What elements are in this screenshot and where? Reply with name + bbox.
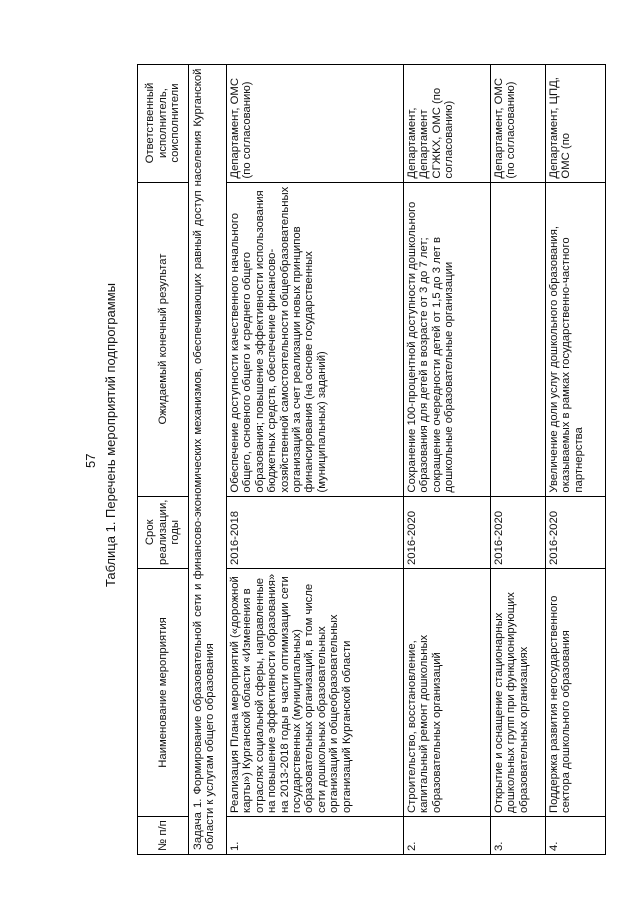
activity-result: Увеличение доли услуг дошкольного образования, оказываемых в рамках государственно-частного партнерства <box>546 182 606 496</box>
activity-responsible: Департамент, ЦПД, ОМС (по <box>546 64 606 182</box>
header-result: Ожидаемый конечный результат <box>138 182 189 496</box>
activity-period: 2016-2020 <box>404 496 491 568</box>
header-row <box>138 64 189 854</box>
activity-name: Открытие и оснащение стационарных дошкольных групп при функционирующих образовательных организациях <box>491 569 546 817</box>
activity-name: Строительство, восстановление, капитальный ремонт дошкольных образовательных организаций <box>404 569 491 817</box>
activity-result: Обеспечение доступности качественного начального общего, основного общего и среднего общего образования; повышение эффективности использования бюджетных средств, обеспечение финансово-хозяйственной самостоятельности общеобразовательных организаций за счет реализации новых принципов финансирования (на основе государственных (муниципальных) заданий) <box>227 182 404 496</box>
page-number: 57 <box>83 453 98 468</box>
activity-period: 2016-2018 <box>227 496 404 568</box>
task-1-text: Задача 1. Формирование образовательной сети и финансово-экономических механизмов, обеспечивающих равный доступ населения Курганской области к услугам общего образования <box>189 64 227 854</box>
activity-result: Сохранение 100-процентной доступности дошкольного образования для детей в возрасте от 3 до 7 лет; сокращение очередности детей от 1,5 до 3 лет в дошкольные образовательные организации <box>404 182 491 496</box>
header-name: Наименование мероприятия <box>138 569 189 817</box>
header-responsible: Ответственный исполнитель, соисполнители <box>138 64 189 182</box>
activity-period: 2016-2020 <box>546 496 606 568</box>
table-row <box>227 64 404 854</box>
activity-name: Реализация Плана мероприятий («дорожной карты») Курганской области «Изменения в отраслях социальной сферы, направленные на повышение эффективности образования» на 2013-2018 годы в части оптимизации сети государственных (муниципальных) образовательных организаций, в том числе сети дошкольных образовательных организаций и общеобразовательных организаций Курганской области <box>227 569 404 817</box>
task-row <box>189 64 227 854</box>
activities-table <box>137 64 606 855</box>
row-number: 3. <box>491 817 546 855</box>
activity-responsible: Департамент, ОМС (по согласованию) <box>227 64 404 182</box>
table-row <box>491 64 546 854</box>
table-row <box>546 64 606 854</box>
activity-name: Поддержка развития негосударственного сектора дошкольного образования <box>546 569 606 817</box>
header-num: № п/п <box>138 817 189 855</box>
row-number: 1. <box>227 817 404 855</box>
row-number: 4. <box>546 817 606 855</box>
activity-responsible: Департамент, Департамент СГЖКХ, ОМС (по согласованию) <box>404 64 491 182</box>
activity-responsible: Департамент, ОМС (по согласованию) <box>491 64 546 182</box>
row-number: 2. <box>404 817 491 855</box>
header-period: Срок реализации, годы <box>138 496 189 568</box>
table-row <box>404 64 491 854</box>
table-caption: Таблица 1. Перечень мероприятий подпрограммы <box>103 283 118 587</box>
activity-result <box>491 182 546 496</box>
activity-period: 2016-2020 <box>491 496 546 568</box>
